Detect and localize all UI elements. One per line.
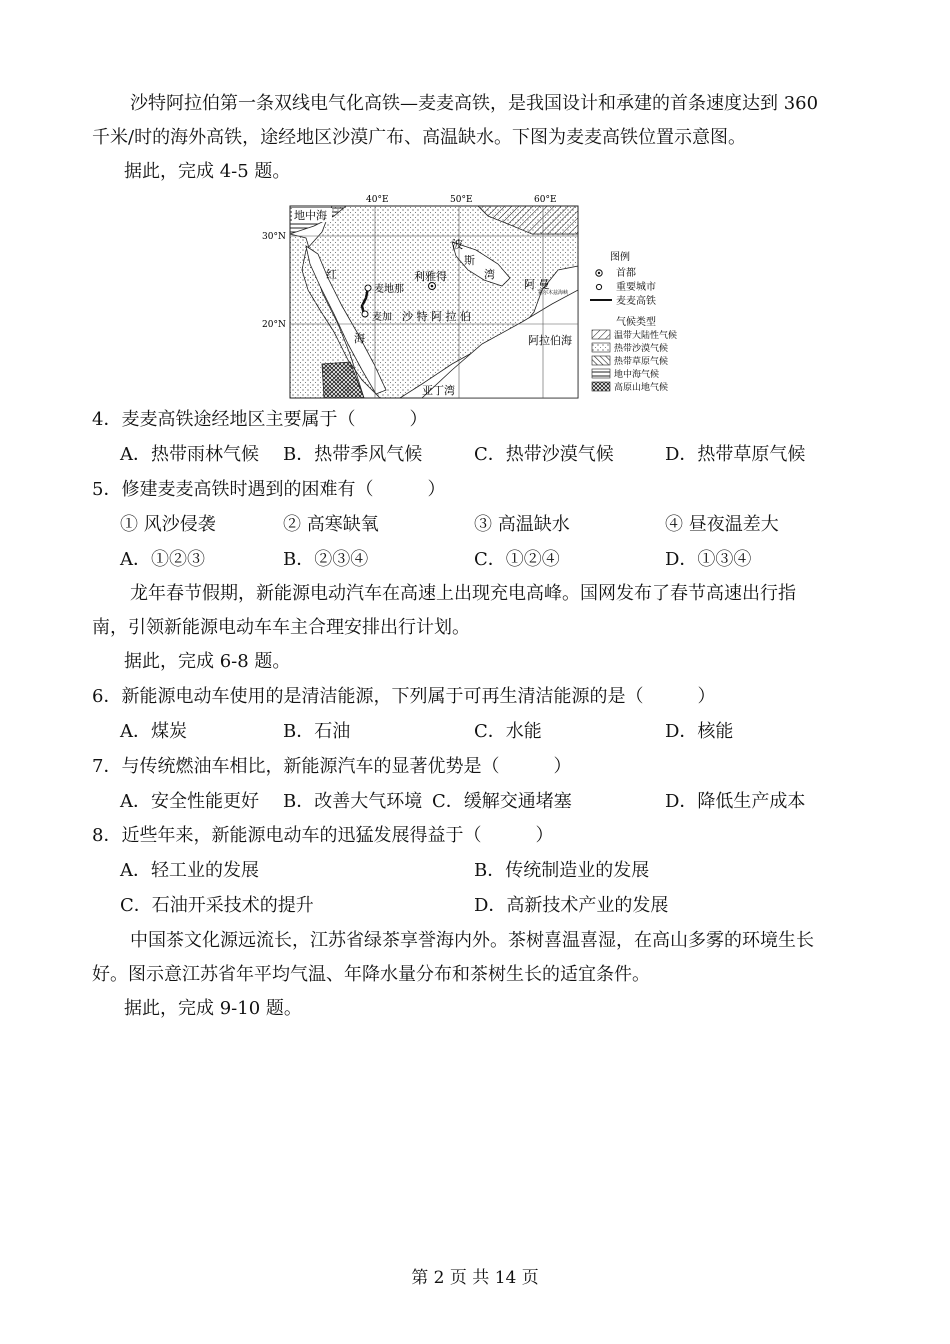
passage3-line2: 好。图示意江苏省年平均气温、年降水量分布和茶树生长的适宜条件。 [92, 964, 650, 985]
label-hormuz: 霍尔木兹海峡 [538, 290, 569, 296]
lon-60e: 60°E [534, 195, 557, 205]
legend-city: 重要城市 [616, 282, 656, 293]
label-riyadh: 利雅得 [414, 270, 447, 283]
legend-c3: 热带草原气候 [614, 357, 669, 367]
legend-capital: 首都 [616, 268, 636, 279]
q6-option-a[interactable]: A．煤炭 [120, 721, 187, 742]
passage2-instruction: 据此，完成 6-8 题。 [124, 651, 291, 672]
legend-c1: 温带大陆性气候 [614, 331, 678, 341]
q6-option-d[interactable]: D．核能 [665, 721, 734, 742]
q4-option-b[interactable]: B．热带季风气候 [283, 444, 423, 465]
label-red-2: 海 [354, 332, 365, 345]
mecca-marker [362, 311, 368, 317]
legend-title: 图例 [610, 252, 630, 263]
q8-option-d[interactable]: D．高新技术产业的发展 [474, 895, 669, 916]
lon-40e: 40°E [366, 195, 389, 205]
label-medina: 麦地那 [374, 284, 404, 295]
q7-option-d[interactable]: D．降低生产成本 [665, 791, 806, 812]
q7-option-c[interactable]: C．缓解交通堵塞 [432, 791, 572, 812]
passage3-line1: 中国茶文化源远流长，江苏省绿茶享誉海内外。茶树喜温喜湿，在高山多雾的环境生长 [130, 930, 814, 951]
legend-c2: 热带沙漠气候 [614, 344, 669, 354]
passage1-instruction: 据此，完成 4-5 题。 [124, 161, 291, 182]
railway-location-map [262, 194, 692, 400]
q5-item-4: ④ 昼夜温差大 [665, 514, 779, 535]
label-mediterranean: 地中海 [294, 209, 327, 222]
q4-option-a[interactable]: A．热带雨林气候 [120, 444, 259, 465]
q8-option-a[interactable]: A．轻工业的发展 [120, 860, 259, 881]
label-saudi: 沙 特 阿 拉 伯 [402, 310, 471, 323]
q5-stem: 5．修建麦麦高铁时遇到的困难有（ ） [92, 479, 446, 500]
label-red-1: 红 [326, 268, 337, 281]
label-gulf-1: 波 [452, 238, 463, 251]
legend-railway: 麦麦高铁 [616, 296, 656, 307]
lon-50e: 50°E [450, 195, 473, 205]
passage2-line1: 龙年春节假期，新能源电动汽车在高速上出现充电高峰。国网发布了春节高速出行指 [130, 583, 796, 604]
passage1-line2: 千米/时的海外高铁，途经地区沙漠广布、高温缺水。下图为麦麦高铁位置示意图。 [92, 127, 747, 148]
q4-option-d[interactable]: D．热带草原气候 [665, 444, 806, 465]
passage2-line2: 南，引领新能源电动车车主合理安排出行计划。 [92, 617, 470, 638]
legend-climate-title: 气候类型 [616, 317, 656, 328]
q7-option-a[interactable]: A．安全性能更好 [120, 791, 259, 812]
q6-option-b[interactable]: B．石油 [283, 721, 351, 742]
q4-stem: 4．麦麦高铁途经地区主要属于（ ） [92, 409, 428, 430]
q7-option-b[interactable]: B．改善大气环境 [283, 791, 423, 812]
q6-option-c[interactable]: C．水能 [474, 721, 542, 742]
label-arabian-sea: 阿拉伯海 [528, 334, 572, 347]
q5-option-c[interactable]: C．①②④ [474, 549, 560, 570]
map-legend [590, 250, 677, 393]
legend-c4: 地中海气候 [614, 370, 660, 380]
lat-30n: 30°N [262, 232, 286, 242]
q8-stem: 8．近些年来，新能源电动车的迅猛发展得益于（ ） [92, 825, 554, 846]
q5-option-b[interactable]: B．②③④ [283, 549, 369, 570]
label-aden: 亚丁湾 [422, 384, 455, 397]
legend-c5: 高原山地气候 [614, 383, 669, 393]
lat-20n: 20°N [262, 320, 286, 330]
q5-item-1: ① 风沙侵袭 [120, 514, 216, 535]
label-gulf-3: 湾 [484, 268, 495, 281]
q5-option-a[interactable]: A．①②③ [120, 549, 205, 570]
passage1-line1: 沙特阿拉伯第一条双线电气化高铁—麦麦高铁，是我国设计和承建的首条速度达到 360 [130, 93, 819, 114]
label-gulf-2: 斯 [464, 254, 475, 267]
q7-stem: 7．与传统燃油车相比，新能源汽车的显著优势是（ ） [92, 756, 572, 777]
medina-marker [365, 285, 371, 291]
passage3-instruction: 据此，完成 9-10 题。 [124, 998, 302, 1019]
page-footer: 第 2 页 共 14 页 [411, 1268, 539, 1288]
q5-item-3: ③ 高温缺水 [474, 514, 570, 535]
q8-option-b[interactable]: B．传统制造业的发展 [474, 860, 650, 881]
q8-option-c[interactable]: C．石油开采技术的提升 [120, 895, 314, 916]
map-svg [262, 194, 692, 400]
q6-stem: 6．新能源电动车使用的是清洁能源，下列属于可再生清洁能源的是（ ） [92, 686, 716, 707]
q4-option-c[interactable]: C．热带沙漠气候 [474, 444, 614, 465]
q5-option-d[interactable]: D．①③④ [665, 549, 752, 570]
label-oman: 阿 曼 [524, 278, 550, 291]
q5-item-2: ② 高寒缺氧 [283, 514, 379, 535]
label-mecca: 麦加 [372, 312, 392, 323]
